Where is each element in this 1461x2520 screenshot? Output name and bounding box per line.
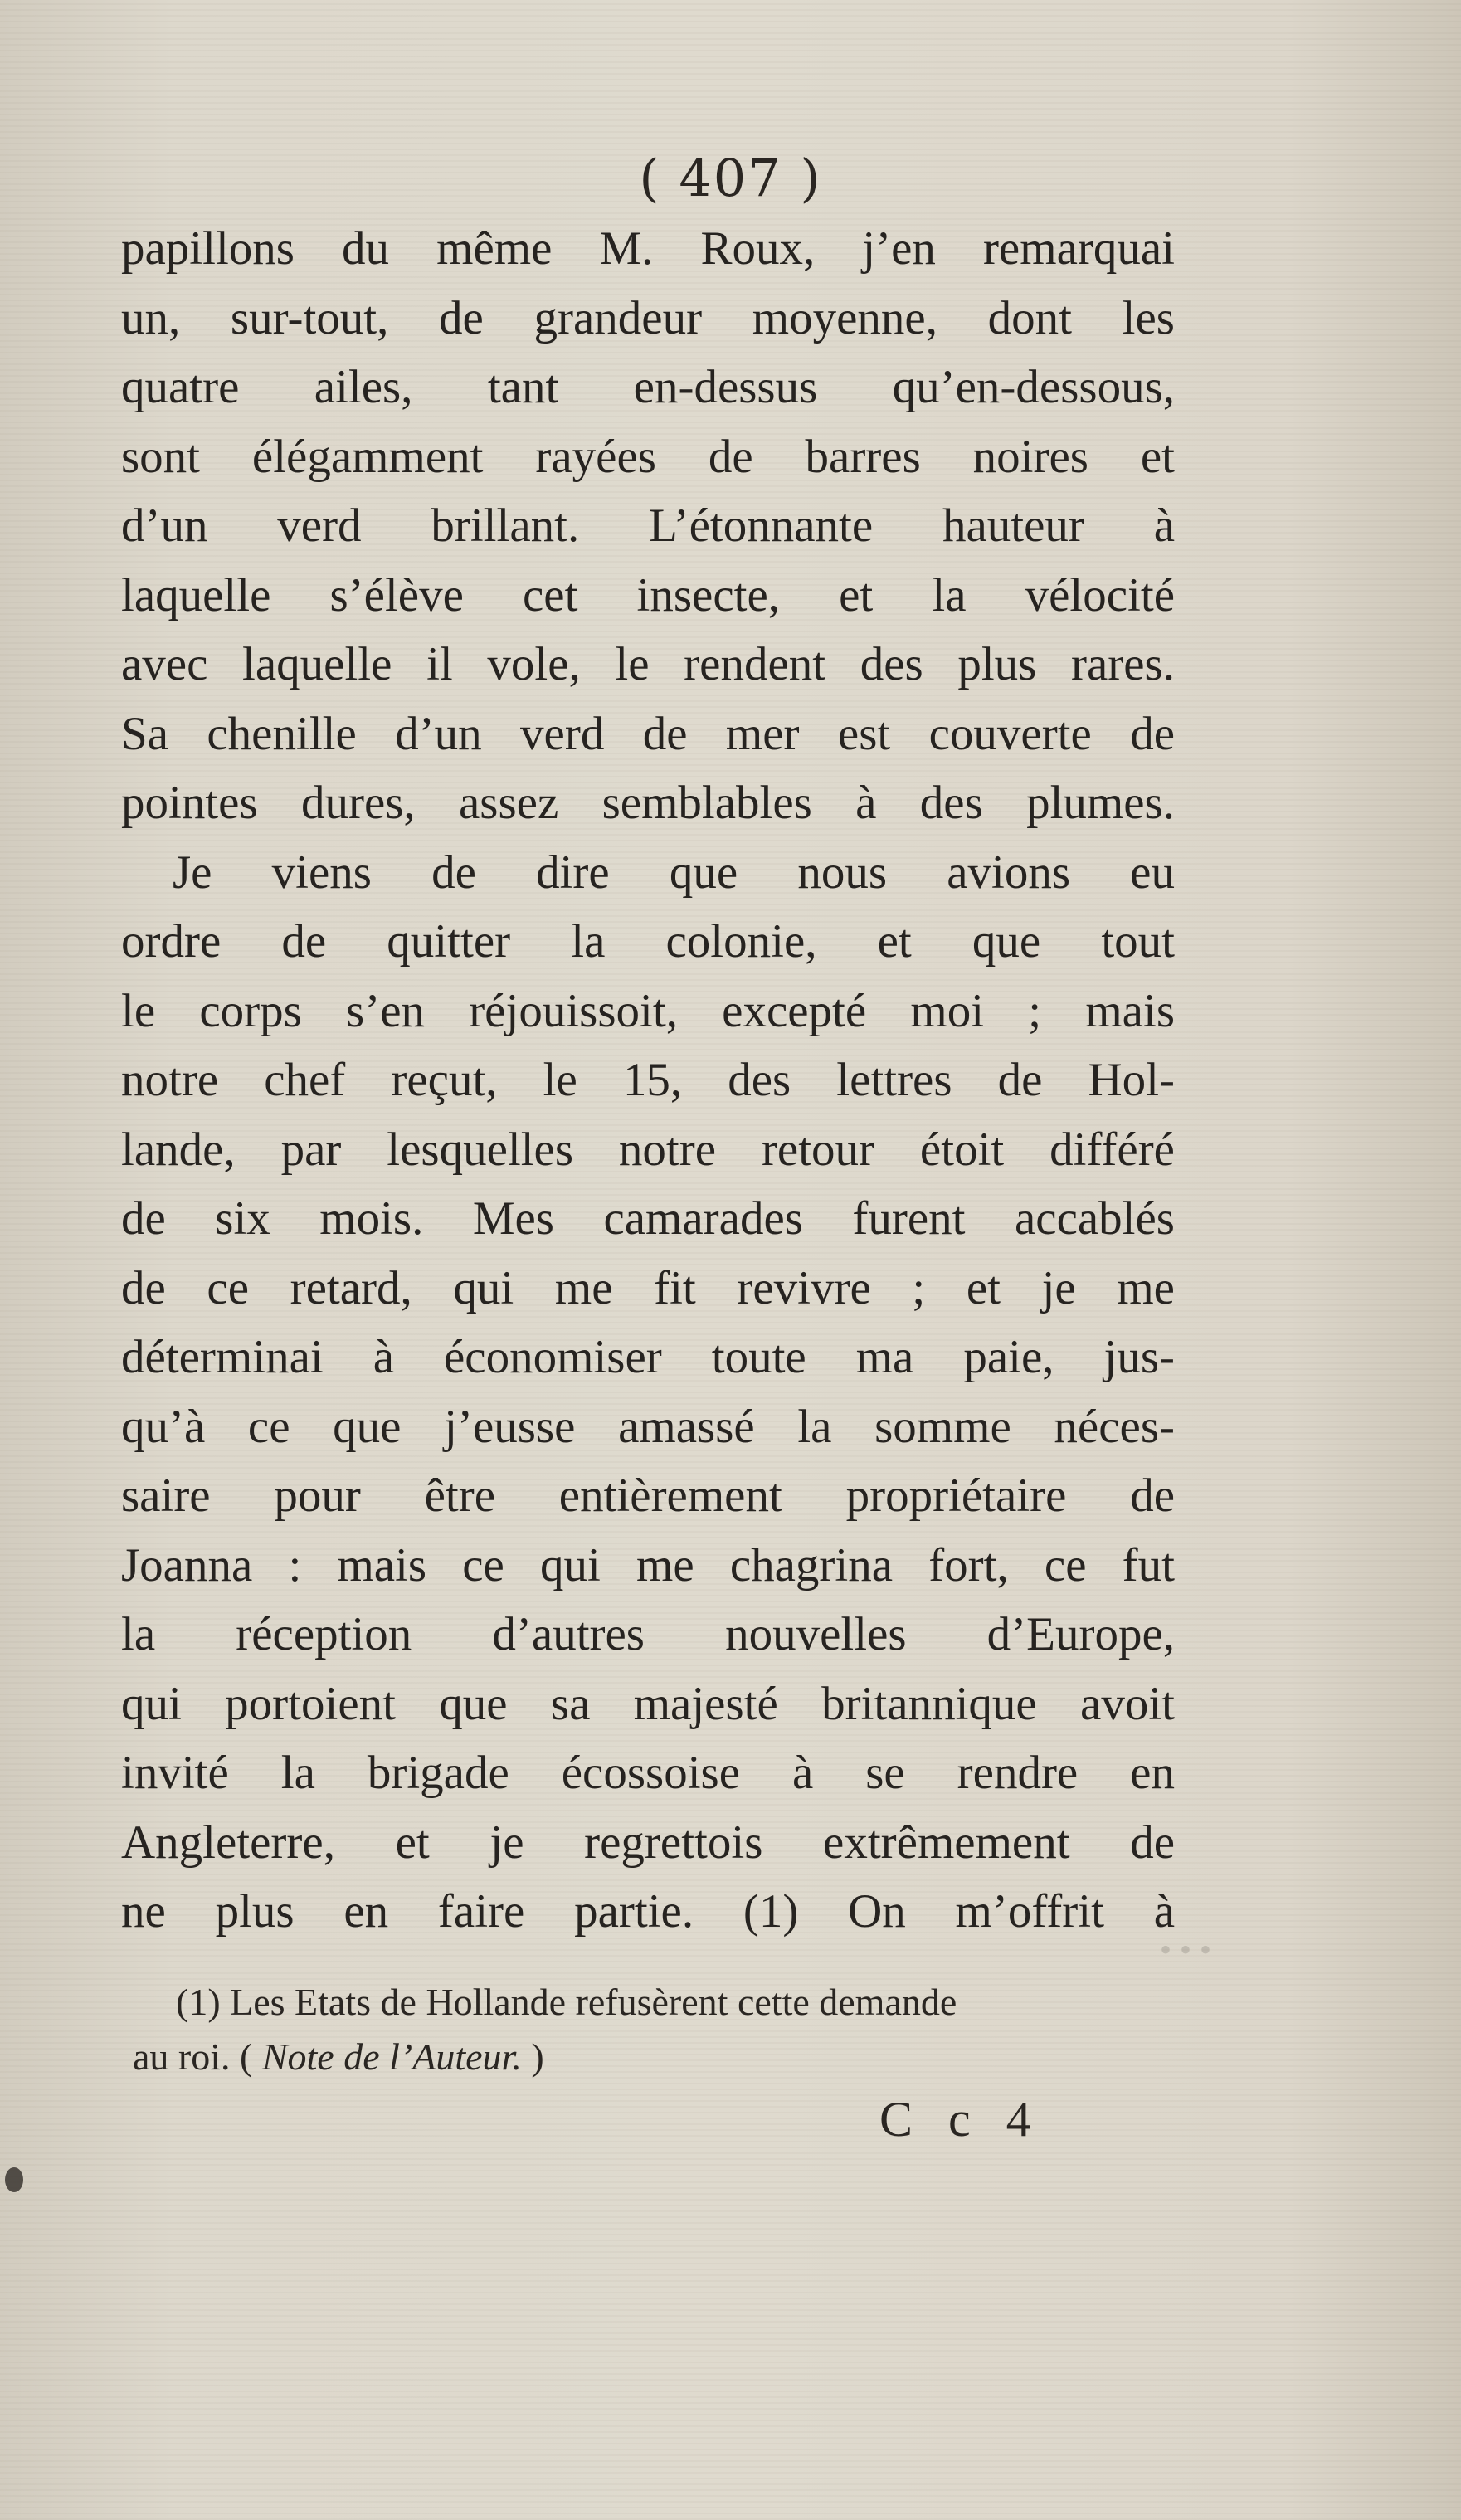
body-text (121, 214, 1175, 1947)
text-line: laquelle s’élève cet insecte, et la vélocité (121, 568, 1175, 621)
bleed-through-text: • • • (1159, 1931, 1211, 1968)
text-line: ne plus en faire partie. (1) On m’offrit à (121, 1885, 1175, 1938)
text-line: Joanna : mais ce qui me chagrina fort, ce fut (121, 1538, 1175, 1591)
text-line: quatre ailes, tant en-dessus qu’en-dessous, (121, 361, 1175, 413)
page-number: ( 407 ) (639, 148, 822, 208)
text-line-paragraph-start: Je viens de dire que nous avions eu (173, 846, 1175, 899)
text-line: d’un verd brillant. L’étonnante hauteur à (121, 500, 1175, 552)
text-line: pointes dures, assez semblables à des plumes. (121, 777, 1175, 829)
text-line: déterminai à économiser toute ma paie, jus- (121, 1331, 1175, 1383)
footnote-text: au roi. ( (133, 2035, 262, 2078)
text-line: qu’à ce que j’eusse amassé la somme néces- (121, 1400, 1175, 1453)
text-line: le corps s’en réjouissoit, excepté moi ; mais (121, 984, 1175, 1037)
text-line: Angleterre, et je regrettois extrêmement de (121, 1816, 1175, 1869)
ink-smudge (5, 2167, 23, 2192)
footnote-line: (1) Les Etats de Hollande refusèrent cette demande (176, 1981, 957, 2023)
footnote (133, 1975, 1195, 2084)
text-line: de ce retard, qui me fit revivre ; et je me (121, 1261, 1175, 1314)
text-line: ordre de quitter la colonie, et que tout (121, 915, 1175, 968)
text-line: un, sur-tout, de grandeur moyenne, dont les (121, 291, 1175, 344)
text-line: saire pour être entièrement propriétaire de (121, 1470, 1175, 1522)
text-line: de six mois. Mes camarades furent accablés (121, 1192, 1175, 1245)
text-line: Sa chenille d’un verd de mer est couverte de (121, 707, 1175, 760)
text-line: invité la brigade écossoise à se rendre en (121, 1747, 1175, 1799)
signature-mark: C c 4 (879, 2092, 1043, 2147)
text-line: avec laquelle il vole, le rendent des plus rares. (121, 638, 1175, 690)
text-line: lande, par lesquelles notre retour étoit différé (121, 1123, 1175, 1176)
text-line: papillons du même M. Roux, j’en remarquai (121, 222, 1175, 275)
text-line: qui portoient que sa majesté britannique avoit (121, 1677, 1175, 1730)
footnote-author-note: Note de l’Auteur. (261, 2035, 522, 2078)
footnote-line (133, 2030, 1195, 2084)
text-line: sont élégamment rayées de barres noires et (121, 430, 1175, 483)
text-line: la réception d’autres nouvelles d’Europe, (121, 1608, 1175, 1660)
footnote-text: ) (521, 2035, 544, 2078)
text-line: notre chef reçut, le 15, des lettres de Hol- (121, 1054, 1175, 1106)
